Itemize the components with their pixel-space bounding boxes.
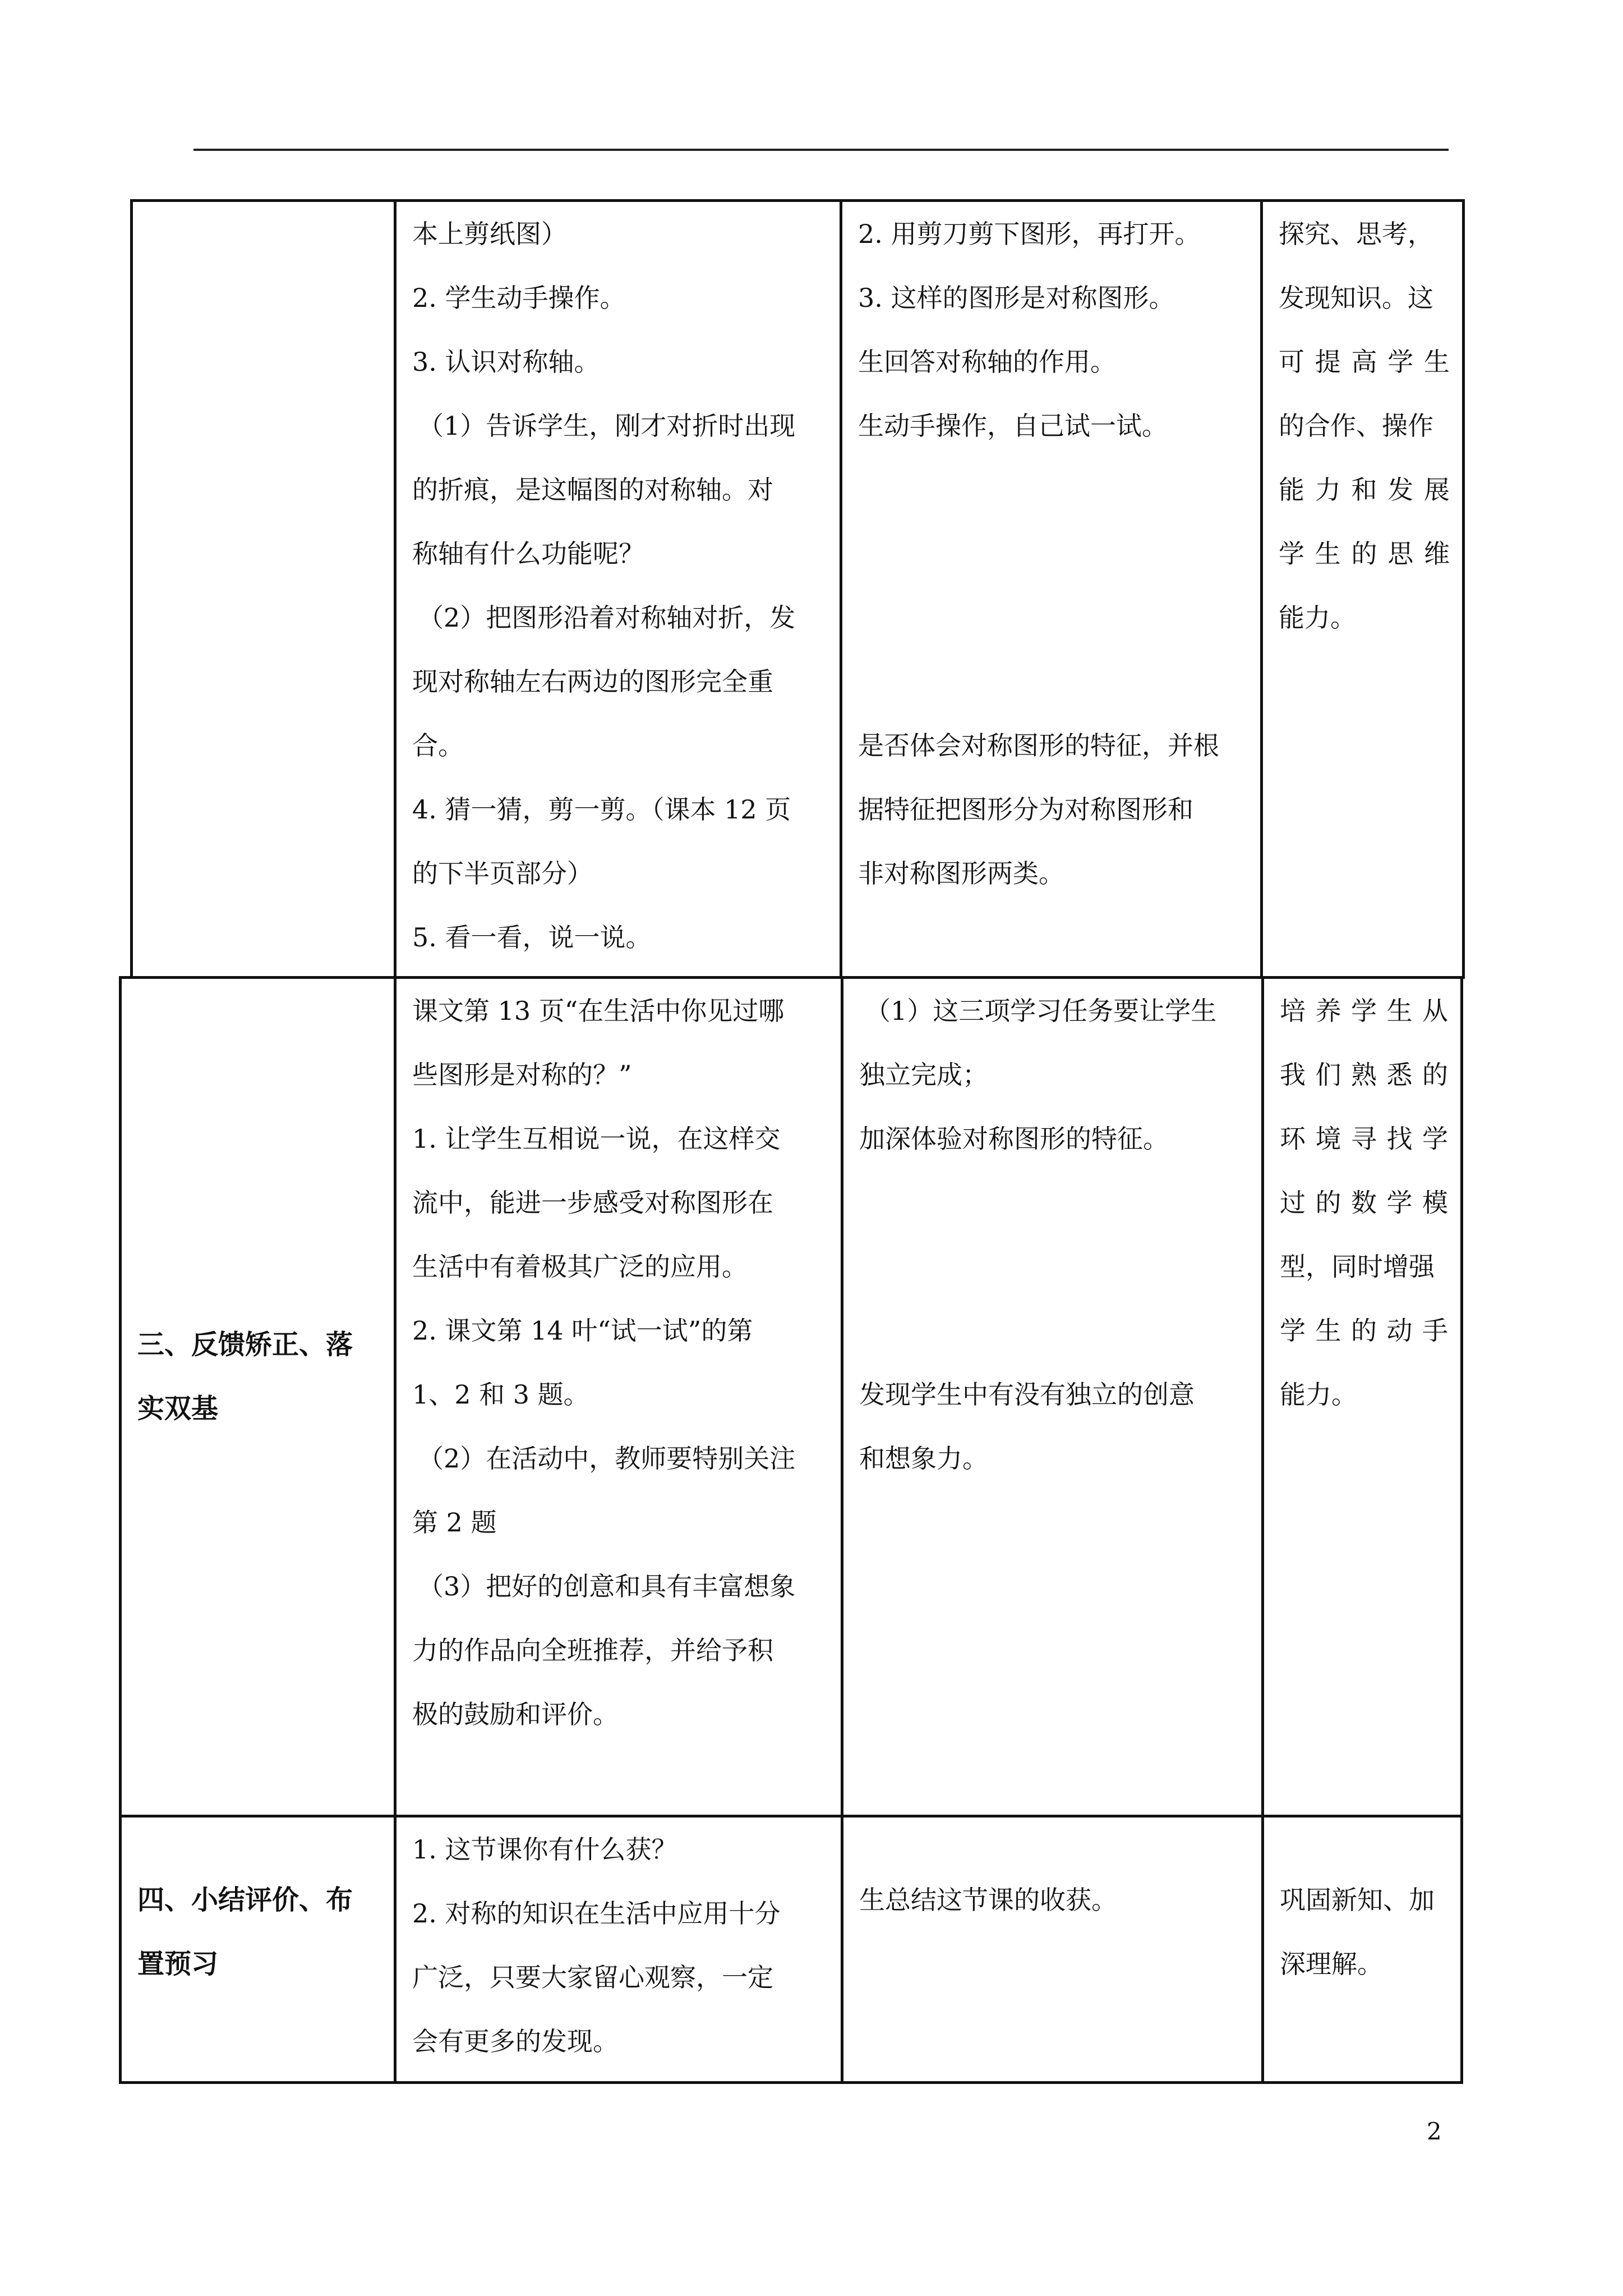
page-number: 2 <box>1427 2118 1442 2145</box>
teacher-activity-cell <box>395 978 842 1816</box>
text-line: 力的作品向全班推荐，并给予积 <box>412 1635 773 1665</box>
stage-title-line: 三、反馈矫正、落 <box>137 1329 353 1360</box>
table-row-stage-3 <box>121 978 1462 1816</box>
text-line: 极的鼓励和评价。 <box>412 1699 619 1729</box>
text-line: 广泛，只要大家留心观察，一定 <box>412 1962 773 1993</box>
text-line: 据特征把图形分为对称图形和 <box>858 794 1193 825</box>
text-line: 环境寻找学 <box>1280 1124 1448 1154</box>
text-line: 3. 这样的图形是对称图形。 <box>858 283 1175 313</box>
text-line: 和想象力。 <box>859 1443 988 1474</box>
text-line: （3）把好的创意和具有丰富想象 <box>418 1571 796 1602</box>
text-line: 加深体验对称图形的特征。 <box>859 1124 1169 1154</box>
text-line: 能力和发展 <box>1279 475 1450 505</box>
student-activity-cell <box>842 1816 1263 2083</box>
text-line: 深理解。 <box>1280 1949 1383 1979</box>
text-line: 生活中有着极其广泛的应用。 <box>412 1251 748 1282</box>
text-line: 探究、思考， <box>1279 219 1433 249</box>
text-line: （1）告诉学生，刚才对折时出现 <box>418 411 796 441</box>
text-line: 培养学生从 <box>1280 996 1448 1026</box>
text-line: 独立完成； <box>859 1060 988 1090</box>
text-line: 能力。 <box>1279 602 1356 633</box>
text-line: 2. 对称的知识在生活中应用十分 <box>412 1898 781 1929</box>
text-line: 些图形是对称的？” <box>412 1060 632 1090</box>
text-line: 生动手操作，自己试一试。 <box>858 411 1168 441</box>
text-line: 称轴有什么功能呢？ <box>412 539 644 569</box>
text-line: 5. 看一看，说一说。 <box>412 922 652 953</box>
text-line: 是否体会对称图形的特征，并根 <box>858 730 1219 761</box>
text-line: 流中，能进一步感受对称图形在 <box>412 1188 773 1218</box>
text-line: 生回答对称轴的作用。 <box>858 347 1116 377</box>
text-line: 合。 <box>412 730 464 761</box>
text-line: 第 2 题 <box>412 1507 497 1538</box>
stage-title-line: 实双基 <box>137 1393 219 1424</box>
text-line: 课文第 13 页“在生活中你见过哪 <box>412 996 785 1026</box>
text-line: 型，同时增强 <box>1280 1251 1435 1282</box>
text-line: 巩固新知、加 <box>1280 1885 1435 1915</box>
text-line: 可提高学生 <box>1279 347 1450 377</box>
text-line: 本上剪纸图） <box>412 219 567 249</box>
table-row-continued <box>132 201 1464 978</box>
text-line: 现对称轴左右两边的图形完全重 <box>412 666 773 697</box>
text-line: 的合作、操作 <box>1279 411 1433 441</box>
text-line: 2. 课文第 14 叶“试一试”的第 <box>412 1315 753 1346</box>
design-intent-cell <box>1263 1816 1462 2083</box>
text-line: （2）在活动中，教师要特别关注 <box>418 1443 796 1474</box>
text-line: 的下半页部分） <box>412 858 593 889</box>
text-line: 生总结这节课的收获。 <box>859 1885 1117 1915</box>
stage-cell <box>121 978 395 1816</box>
lesson-table-continued <box>130 199 1465 979</box>
text-line: 的折痕，是这幅图的对称轴。对 <box>412 475 773 505</box>
text-line: 1. 让学生互相说一说，在这样交 <box>412 1124 781 1154</box>
text-line: 我们熟悉的 <box>1280 1060 1448 1090</box>
stage-title-line: 置预习 <box>137 1948 219 1980</box>
text-line: 过的数学模 <box>1280 1188 1448 1218</box>
text-line: 学生的思维 <box>1279 539 1450 569</box>
text-line: 发现学生中有没有独立的创意 <box>859 1379 1195 1410</box>
text-line: 2. 用剪刀剪下图形，再打开。 <box>858 219 1201 249</box>
text-line: 4. 猜一猜，剪一剪。（课本 12 页 <box>412 794 791 825</box>
stage-cell <box>121 1816 395 2083</box>
text-line: 非对称图形两类。 <box>858 858 1064 889</box>
text-line: 能力。 <box>1280 1379 1357 1410</box>
text-line: 1. 这节课你有什么获？ <box>412 1834 677 1865</box>
design-intent-cell <box>1263 978 1462 1816</box>
teacher-activity-cell <box>395 1816 842 2083</box>
student-activity-cell <box>841 201 1262 978</box>
text-line: 3. 认识对称轴。 <box>412 347 600 377</box>
table-row-stage-4 <box>121 1816 1462 2083</box>
text-line: 1、2 和 3 题。 <box>412 1379 589 1410</box>
text-line: 发现知识。这 <box>1279 283 1433 313</box>
header-rule <box>193 149 1449 151</box>
design-intent-cell <box>1262 201 1464 978</box>
text-line: （1）这三项学习任务要让学生 <box>865 996 1217 1026</box>
stage-title-line: 四、小结评价、布 <box>137 1884 353 1916</box>
lesson-table <box>119 976 1463 2084</box>
text-line: 会有更多的发现。 <box>412 2026 619 2056</box>
stage-cell-empty <box>132 201 395 978</box>
text-line: （2）把图形沿着对称轴对折，发 <box>418 602 796 633</box>
text-line: 2. 学生动手操作。 <box>412 283 626 313</box>
text-line: 学生的动手 <box>1280 1315 1448 1346</box>
student-activity-cell <box>842 978 1263 1816</box>
teacher-activity-cell <box>395 201 841 978</box>
